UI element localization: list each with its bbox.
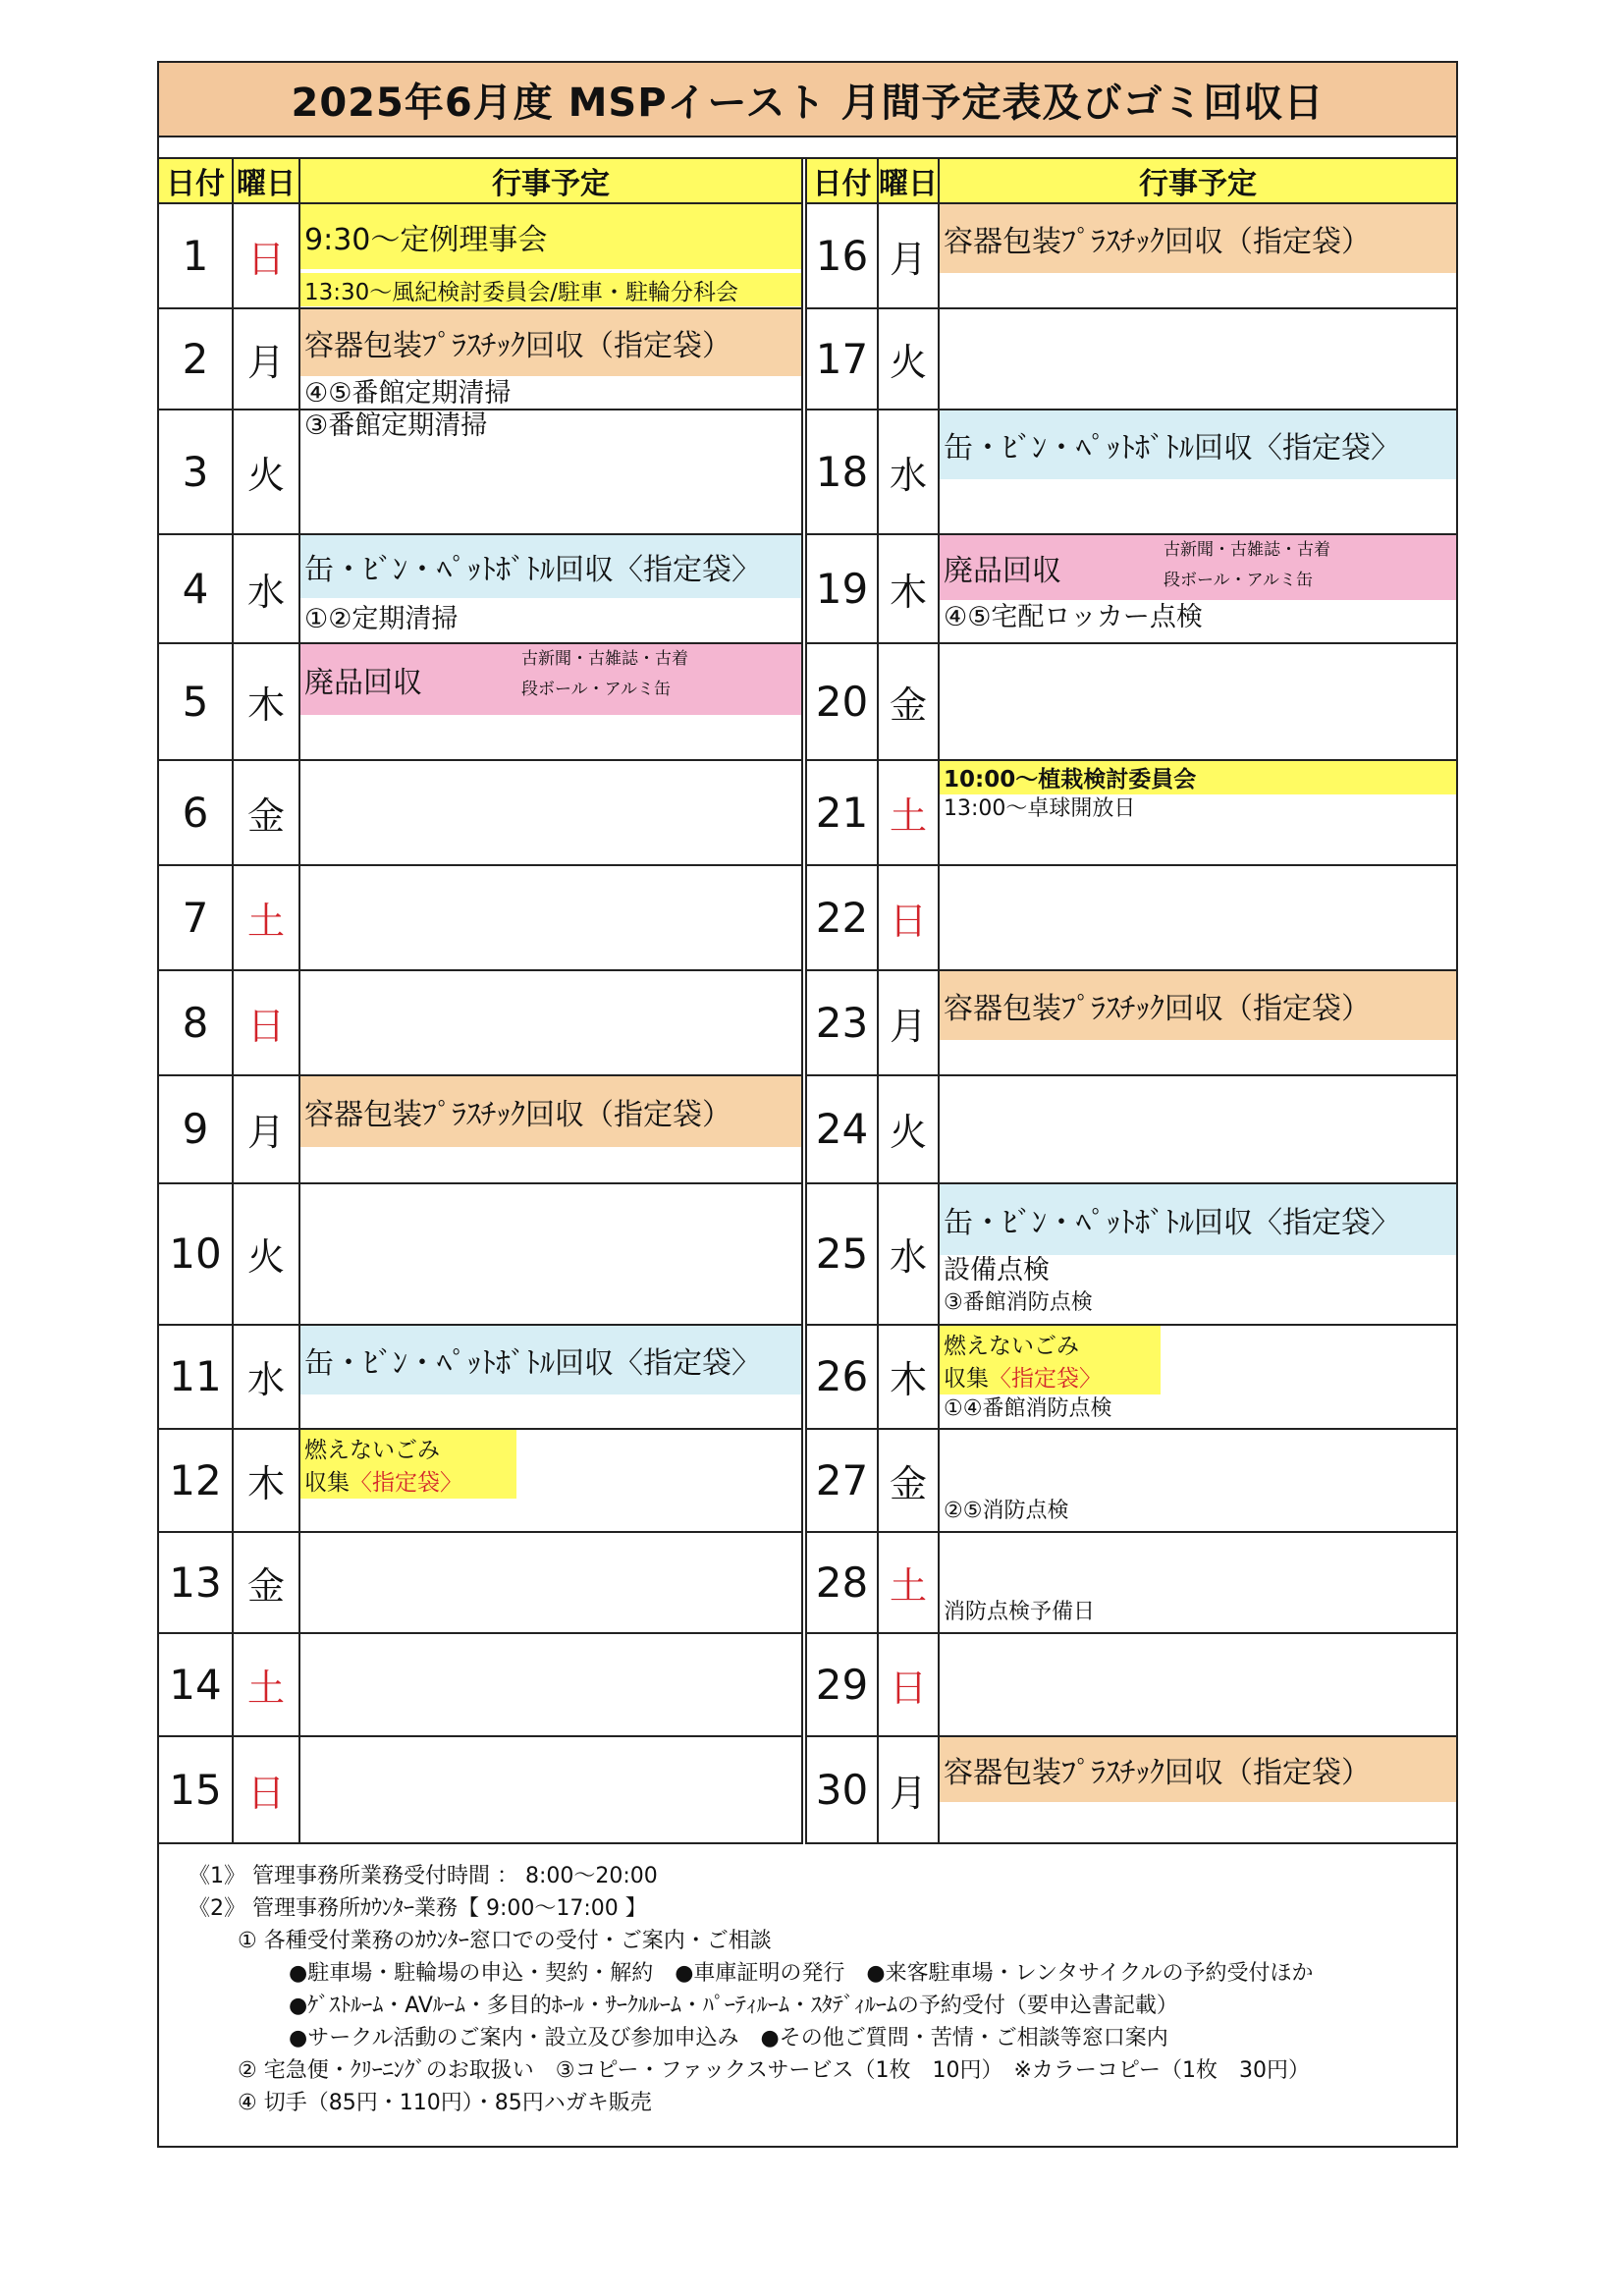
- date-cell: 13: [159, 1532, 233, 1633]
- date-cell: 28: [806, 1532, 878, 1633]
- event-table-tennis: 13:00～卓球開放日: [944, 795, 1136, 821]
- events-cell-body: [300, 1430, 801, 1531]
- date-cell: 23: [806, 970, 878, 1075]
- date-cell: 11: [159, 1325, 233, 1430]
- events-cell: [299, 1633, 802, 1736]
- date-cell: 2: [159, 308, 233, 410]
- weekday-cell: 火: [233, 410, 299, 534]
- event-cans-collection: [300, 1326, 801, 1394]
- date-cell: 15: [159, 1736, 233, 1843]
- events-cell-body: [940, 204, 1456, 307]
- haihin-items-1: 古新聞・古雑誌・古着: [521, 648, 688, 669]
- events-cell-body: [300, 1737, 801, 1842]
- weekday-cell: 火: [233, 1183, 299, 1324]
- date-cell: 9: [159, 1075, 233, 1184]
- weekday-cell: 月: [878, 203, 939, 308]
- events-cell: [939, 410, 1456, 534]
- weekday-cell: 月: [878, 1736, 939, 1843]
- table-row: [159, 970, 1456, 1075]
- events-cell-body: [940, 971, 1456, 1074]
- header-events-right: 行事予定: [939, 159, 1456, 203]
- table-row: [159, 643, 1456, 760]
- events-cell-body: [300, 971, 801, 1074]
- events-cell: [299, 410, 802, 534]
- date-cell: 19: [806, 534, 878, 643]
- events-cell: [299, 1532, 802, 1633]
- event-noncombustible-collection: [940, 1326, 1161, 1394]
- event-haihin-collection: [300, 644, 801, 715]
- date-cell: 25: [806, 1183, 878, 1324]
- events-cell-body: [940, 1326, 1456, 1429]
- events-cell: [299, 203, 802, 308]
- event-haihin-collection-text: 廃品回収: [944, 554, 1061, 589]
- notes-section: [189, 1860, 1426, 2119]
- date-cell: 12: [159, 1429, 233, 1532]
- event-cleaning: ①②定期清掃: [304, 604, 459, 635]
- event-equipment-check: 設備点検: [944, 1255, 1050, 1286]
- event-cans-collection-text: 缶・ﾋﾞﾝ・ﾍﾟｯﾄﾎﾞﾄﾙ回収〈指定袋〉: [304, 553, 761, 588]
- schedule-table: [159, 159, 1456, 1844]
- note-7: ② 宅急便・ｸﾘｰﾆﾝｸﾞのお取扱い ③コピー・ファックスサービス（1枚 10円） ※カラーコピー（1枚 30円）: [238, 2058, 1310, 2083]
- events-cell: [939, 865, 1456, 970]
- events-cell-body: [940, 1430, 1456, 1531]
- event-plastic-collection: [300, 1076, 801, 1147]
- events-cell-body: [940, 866, 1456, 969]
- header-date-right: 日付: [806, 159, 878, 203]
- events-cell-body: [940, 644, 1456, 759]
- weekday-cell: 水: [878, 410, 939, 534]
- header-dow-left: 曜日: [233, 159, 299, 203]
- events-cell-body: [300, 410, 801, 533]
- note-3: ① 各種受付業務のｶｳﾝﾀｰ窓口での受付・ご案内・ご相談: [238, 1929, 772, 1953]
- events-cell-body: [940, 1184, 1456, 1323]
- note-6: ●サークル活動のご案内・設立及び参加申込み ●その他ご質問・苦情・ご相談等窓口案内: [289, 2026, 1168, 2050]
- weekday-cell: 水: [233, 534, 299, 643]
- weekday-cell: 日: [878, 1633, 939, 1736]
- shushu-label: 収集: [944, 1365, 989, 1392]
- events-cell-body: [940, 1634, 1456, 1735]
- date-cell: 16: [806, 203, 878, 308]
- weekday-cell: 木: [878, 1325, 939, 1430]
- haihin-items-2: 段ボール・アルミ缶: [521, 679, 671, 699]
- event-cleaning: ③番館定期清掃: [304, 410, 488, 442]
- date-cell: 29: [806, 1633, 878, 1736]
- events-cell: [299, 643, 802, 760]
- weekday-cell: 木: [878, 534, 939, 643]
- table-row: [159, 1633, 1456, 1736]
- weekday-cell: 金: [878, 643, 939, 760]
- weekday-cell: 日: [233, 1736, 299, 1843]
- date-cell: 14: [159, 1633, 233, 1736]
- date-cell: 10: [159, 1183, 233, 1324]
- event-plastic-collection-text: 容器包装ﾌﾟﾗｽﾁｯｸ回収（指定袋）: [944, 1755, 1371, 1790]
- table-row: [159, 865, 1456, 970]
- events-cell: [299, 534, 802, 643]
- events-cell: [299, 1075, 802, 1184]
- date-cell: 4: [159, 534, 233, 643]
- event-plastic-collection-text: 容器包装ﾌﾟﾗｽﾁｯｸ回収（指定袋）: [944, 225, 1371, 260]
- event-plastic-collection-text: 容器包装ﾌﾟﾗｽﾁｯｸ回収（指定袋）: [304, 1097, 731, 1132]
- weekday-cell: 日: [878, 865, 939, 970]
- table-row: [159, 1532, 1456, 1633]
- weekday-cell: 水: [233, 1325, 299, 1430]
- date-cell: 21: [806, 760, 878, 865]
- weekday-cell: 月: [233, 308, 299, 410]
- event-plastic-collection: [940, 1737, 1456, 1802]
- date-cell: 30: [806, 1736, 878, 1843]
- weekday-cell: 土: [878, 1532, 939, 1633]
- events-cell: [939, 1532, 1456, 1633]
- date-cell: 8: [159, 970, 233, 1075]
- event-cans-collection: [940, 1184, 1456, 1255]
- event-plastic-collection-text: 容器包装ﾌﾟﾗｽﾁｯｸ回収（指定袋）: [944, 991, 1371, 1026]
- events-cell: [939, 203, 1456, 308]
- date-cell: 20: [806, 643, 878, 760]
- events-cell: [939, 970, 1456, 1075]
- events-cell: [299, 1183, 802, 1324]
- haihin-items-2: 段ボール・アルミ缶: [1164, 571, 1313, 591]
- event-fire-check: ②⑤消防点検: [944, 1499, 1069, 1524]
- title-spacer: [159, 137, 1456, 159]
- events-cell: [939, 308, 1456, 410]
- table-row: [159, 203, 1456, 308]
- weekday-cell: 土: [878, 760, 939, 865]
- event-plastic-collection: [940, 204, 1456, 273]
- event-cans-collection: [940, 410, 1456, 479]
- date-cell: 22: [806, 865, 878, 970]
- event-noncombustible-collection: [300, 1430, 516, 1499]
- table-row: [159, 534, 1456, 643]
- weekday-cell: 日: [233, 970, 299, 1075]
- events-cell: [939, 1183, 1456, 1324]
- events-cell-body: [940, 761, 1456, 864]
- events-cell: [299, 308, 802, 410]
- event-locker-check: ④⑤宅配ロッカー点検: [944, 602, 1203, 633]
- table-row: [159, 1429, 1456, 1532]
- date-cell: 1: [159, 203, 233, 308]
- events-cell-body: [940, 309, 1456, 409]
- events-cell: [299, 865, 802, 970]
- event-committee: [300, 273, 801, 306]
- weekday-cell: 火: [878, 1075, 939, 1184]
- schedule-sheet: [157, 61, 1458, 2148]
- note-2: 《2》 管理事務所ｶｳﾝﾀｰ業務【 9:00～17:00 】: [189, 1896, 647, 1921]
- event-cleaning: ④⑤番館定期清掃: [304, 378, 512, 410]
- event-plastic-collection-text: 容器包装ﾌﾟﾗｽﾁｯｸ回収（指定袋）: [304, 329, 731, 364]
- table-row: [159, 1736, 1456, 1843]
- table-row: [159, 308, 1456, 410]
- column-separator: [802, 159, 806, 203]
- event-committee-text: 13:30～風紀検討委員会/駐車・駐輪分科会: [304, 279, 739, 305]
- note-5: ●ｹﾞｽﾄﾙｰﾑ・AVﾙｰﾑ・多目的ﾎｰﾙ・ｻｰｸﾙﾙｰﾑ・ﾊﾟｰﾃｨﾙｰﾑ・ｽﾀﾃﾞｨﾙｰﾑの予約受付（要申込書記載）: [289, 1994, 1178, 2018]
- event-planting-committee: [940, 761, 1456, 794]
- events-cell-body: [940, 535, 1456, 642]
- date-cell: 6: [159, 760, 233, 865]
- date-cell: 26: [806, 1325, 878, 1430]
- event-cans-collection-text: 缶・ﾋﾞﾝ・ﾍﾟｯﾄﾎﾞﾄﾙ回収〈指定袋〉: [304, 1345, 761, 1381]
- date-cell: 5: [159, 643, 233, 760]
- event-regular-board-text: 9:30～定例理事会: [304, 223, 548, 258]
- weekday-cell: 金: [878, 1429, 939, 1532]
- weekday-cell: 月: [233, 1075, 299, 1184]
- weekday-cell: 金: [233, 1532, 299, 1633]
- events-cell: [299, 1325, 802, 1430]
- weekday-cell: 土: [233, 1633, 299, 1736]
- weekday-cell: 日: [233, 203, 299, 308]
- events-cell-body: [300, 1184, 801, 1323]
- events-cell-body: [300, 1533, 801, 1632]
- note-4: ●駐車場・駐輪場の申込・契約・解約 ●車庫証明の発行 ●来客駐車場・レンタサイクルの予約受付ほか: [289, 1961, 1314, 1986]
- shitei-bag-label: 〈指定袋〉: [989, 1365, 1102, 1392]
- weekday-cell: 水: [878, 1183, 939, 1324]
- date-cell: 7: [159, 865, 233, 970]
- header-row: [159, 159, 1456, 203]
- event-plastic-collection: [300, 309, 801, 376]
- event-cans-collection: [300, 535, 801, 598]
- events-cell: [939, 1075, 1456, 1184]
- date-cell: 18: [806, 410, 878, 534]
- events-cell-body: [300, 644, 801, 759]
- events-cell-body: [300, 204, 801, 307]
- weekday-cell: 火: [878, 308, 939, 410]
- events-cell: [939, 1429, 1456, 1532]
- moenai-label: 燃えないごみ: [304, 1438, 440, 1464]
- events-cell-body: [300, 1634, 801, 1735]
- event-fire-check: ③番館消防点検: [944, 1290, 1093, 1316]
- date-cell: 24: [806, 1075, 878, 1184]
- event-fire-check-reserve: 消防点検予備日: [944, 1600, 1096, 1625]
- header-events-left: 行事予定: [299, 159, 802, 203]
- shitei-bag-label: 〈指定袋〉: [350, 1470, 462, 1497]
- event-cans-collection-text: 缶・ﾋﾞﾝ・ﾍﾟｯﾄﾎﾞﾄﾙ回収〈指定袋〉: [944, 431, 1400, 466]
- events-cell: [939, 1633, 1456, 1736]
- events-cell: [299, 1429, 802, 1532]
- date-cell: 3: [159, 410, 233, 534]
- event-fire-check: ①④番館消防点検: [944, 1395, 1112, 1421]
- weekday-cell: 木: [233, 1429, 299, 1532]
- events-cell-body: [300, 309, 801, 409]
- events-cell: [299, 970, 802, 1075]
- event-haihin-collection: [940, 535, 1456, 600]
- events-cell: [939, 1736, 1456, 1843]
- page-title: 2025年6月度 MSPイースト 月間予定表及びゴミ回収日: [159, 63, 1456, 137]
- events-cell: [939, 643, 1456, 760]
- event-regular-board: [300, 204, 801, 269]
- note-1: 《1》 管理事務所業務受付時間 ： 8:00～20:00: [189, 1864, 658, 1888]
- table-row: [159, 760, 1456, 865]
- table-row: [159, 1325, 1456, 1430]
- table-row: [159, 1183, 1456, 1324]
- events-cell: [939, 534, 1456, 643]
- weekday-cell: 土: [233, 865, 299, 970]
- events-cell-body: [940, 410, 1456, 533]
- events-cell-body: [300, 1076, 801, 1183]
- event-haihin-collection-text: 廃品回収: [304, 665, 422, 700]
- events-cell-body: [300, 1326, 801, 1429]
- haihin-items-1: 古新聞・古雑誌・古着: [1164, 540, 1330, 561]
- event-planting-committee-text: 10:00～植栽検討委員会: [944, 767, 1197, 793]
- weekday-cell: 木: [233, 643, 299, 760]
- weekday-cell: 金: [233, 760, 299, 865]
- weekday-cell: 月: [878, 970, 939, 1075]
- date-cell: 27: [806, 1429, 878, 1532]
- table-row: [159, 1075, 1456, 1184]
- event-cans-collection-text: 缶・ﾋﾞﾝ・ﾍﾟｯﾄﾎﾞﾄﾙ回収〈指定袋〉: [944, 1206, 1400, 1241]
- moenai-label: 燃えないごみ: [944, 1333, 1079, 1359]
- note-8: ④ 切手（85円・110円）・85円ハガキ販売: [238, 2091, 652, 2115]
- events-cell: [299, 1736, 802, 1843]
- header-dow-right: 曜日: [878, 159, 939, 203]
- shushu-label: 収集: [304, 1470, 350, 1497]
- events-cell: [299, 760, 802, 865]
- events-cell-body: [940, 1737, 1456, 1842]
- events-cell-body: [300, 761, 801, 864]
- events-cell-body: [940, 1076, 1456, 1183]
- events-cell-body: [300, 866, 801, 969]
- event-plastic-collection: [940, 971, 1456, 1040]
- events-cell-body: [300, 535, 801, 642]
- table-row: [159, 410, 1456, 534]
- date-cell: 17: [806, 308, 878, 410]
- events-cell: [939, 760, 1456, 865]
- header-date-left: 日付: [159, 159, 233, 203]
- events-cell-body: [940, 1533, 1456, 1632]
- events-cell: [939, 1325, 1456, 1430]
